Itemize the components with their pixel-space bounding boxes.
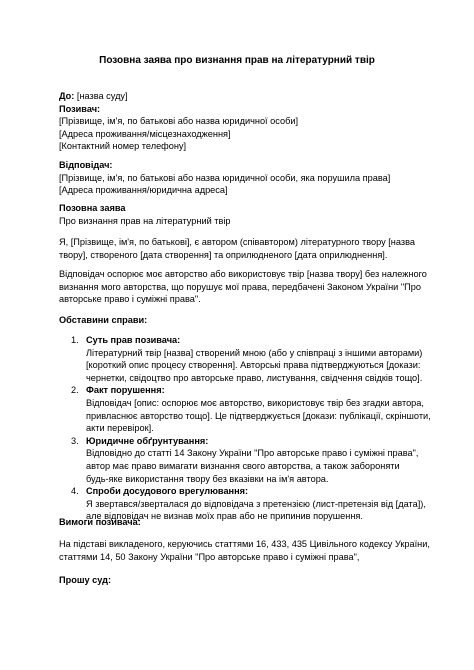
to-label: До: [59, 91, 75, 101]
court-line [59, 90, 419, 103]
violation-paragraph [59, 268, 427, 306]
violation-line: Відповідач оспорює моє авторство або використовує твір [назва твору] без належного [59, 269, 427, 279]
item-heading: Факт порушення: [86, 385, 165, 396]
basis-line: На підставі викладеного, керуючись статтями 16, 433, 435 Цивільного кодексу України, [59, 539, 430, 549]
item-line: Відповідач [опис: оспорює моє авторство, використовує твір без згадки автора, [86, 397, 424, 408]
item-line: привласнює авторство тощо]. Це підтверджується [докази: публікації, скріншоти, [86, 410, 431, 421]
item-line: але відповідач не визнав моїх прав або не припинив порушення. [86, 511, 363, 522]
defendant-label: Відповідач: [59, 160, 113, 170]
item-line: будь-яке використання твору без вказівки на ім'я автора. [86, 473, 329, 484]
item-line: Я звертався/зверталася до відповідача з претензією (лист-претензія від [дата]), [86, 498, 426, 509]
item-line: Відповідно до статті 14 Закону України "Про авторське право і суміжні права", [86, 448, 419, 459]
claim-subtitle: Про визнання прав на літературний твір [59, 215, 231, 226]
request-heading: Прошу суд: [59, 575, 112, 585]
defendant-name: [Прізвище, ім'я, по батькові або назва юридичної особи, яка порушила права] [59, 172, 391, 183]
plaintiff-label: Позивач: [59, 103, 101, 114]
item-number: 3. [71, 435, 79, 446]
circumstances-list [59, 334, 431, 523]
list-item [59, 384, 431, 434]
basis-line: статтями 14, 50 Закону України "Про авторське право і суміжні права", [59, 551, 360, 562]
intro-paragraph [59, 236, 419, 261]
claim-label: Позовна заява [59, 203, 126, 213]
list-item [59, 334, 423, 384]
intro-line: Я, [Прізвище, ім'я, по батькові], є автором (співавтором) літературного твору [назва [59, 237, 415, 247]
claim-section [59, 202, 419, 227]
item-line: [короткий опис процесу створення]. Авторські права підтверджуються [докази: [86, 360, 421, 371]
item-line: чернетки, свідоцтво про авторське право, листування, свідчення свідків тощо]. [86, 372, 423, 383]
document-title: Позовна заява про визнання прав на літературний твір [99, 55, 375, 66]
item-line: акти перевірок]. [86, 423, 154, 434]
item-heading: Спроби досудового врегулювання: [86, 486, 249, 497]
item-line: автор має право вимагати визнання свого авторства, а також забороняти [86, 460, 400, 471]
plaintiff-address: [Адреса проживання/місцезнаходження] [59, 128, 231, 139]
plaintiff-phone: [Контактний номер телефону] [59, 141, 187, 152]
item-number: 2. [71, 385, 79, 396]
basis-paragraph [59, 538, 430, 563]
item-number: 4. [71, 486, 79, 497]
item-number: 1. [71, 335, 79, 345]
item-line: Літературний твір [назва] створений мною (або у співпраці з іншими авторами) [86, 347, 423, 358]
plaintiff-section [59, 103, 419, 153]
violation-line: визнання мого авторства, що порушує мої права, передбачені Законом України "Про [59, 281, 421, 292]
intro-line: твору], створеного [дата створення] та оприлюдненого [дата оприлюднення]. [59, 249, 388, 260]
demands-heading: Вимоги позивача: [59, 517, 141, 527]
item-heading: Суть прав позивача: [86, 335, 181, 345]
violation-line: авторське право і суміжні права". [59, 294, 201, 305]
item-heading: Юридичне обґрунтування: [86, 435, 209, 446]
list-item [59, 435, 419, 485]
plaintiff-name: [Прізвище, ім'я, по батькові або назва юридичної особи] [59, 116, 299, 127]
court-name: [назва суду] [74, 91, 128, 101]
defendant-section [59, 159, 419, 197]
circumstances-heading: Обставини справи: [59, 315, 148, 325]
defendant-address: [Адреса проживання/юридична адреса] [59, 185, 228, 196]
